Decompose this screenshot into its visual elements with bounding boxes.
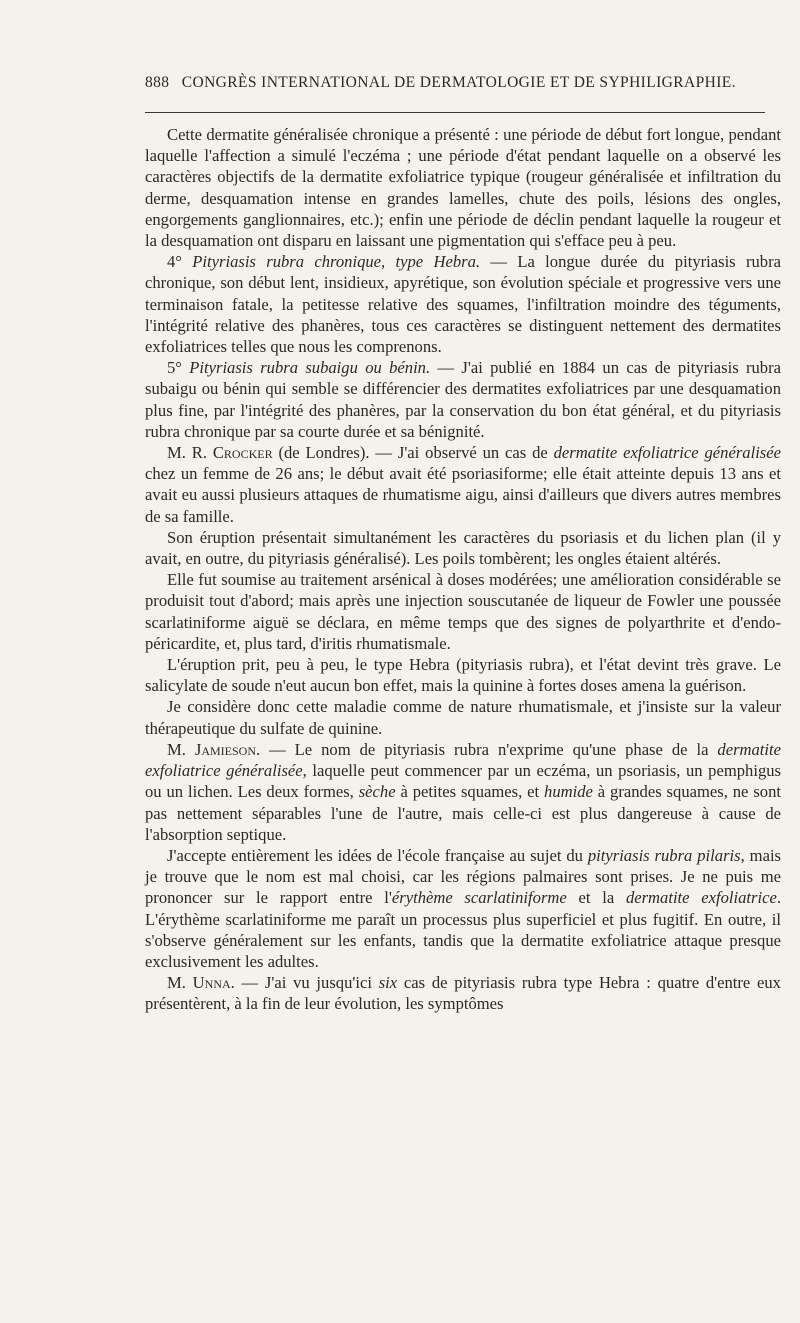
italic-text: Pityriasis rubra subaigu ou bénin. [189,358,431,378]
text-run: , laquelle peut commencer par un eczéma, un psoriasis, un pemphigus ou un lichen. Les deux formes, [145,761,781,802]
text-run: . — Le nom de pityriasis rubra n'exprime qu'une phase de la [256,739,718,759]
paragraph [145,654,781,696]
text-run: — La longue durée du pityriasis rubra chronique, son début lent, insidieux, apyrétique, son évolution spéciale et progressive vers une terminaison fatale, la petitesse relative des squames, l'infiltration moindre des téguments, l'intégrité relative des phanères, tous ces caractères se distinguent nettement des dermatites exfoliatrices telles que nous les comprenons. [145,252,781,357]
text-run: à grandes squames, ne sont pas nettement séparables l'une de l'autre, mais celle-ci est plus dangereuse à cause de l'absorption septique. [145,782,781,844]
speaker-name: Unna [192,973,231,993]
running-title: CONGRÈS INTERNATIONAL DE DERMATOLOGIE ET DE SYPHILIGRAPHIE. [181,74,736,91]
text-run: Je considère donc cette maladie comme de nature rhumatismale, et j'insiste sur la valeur thérapeutique du sulfate de quinine. [145,697,781,738]
text-run: J'accepte entièrement les idées de l'école française au sujet du [167,845,588,865]
page-number: 888 [145,74,170,91]
text-run: M. [167,739,195,759]
paragraph [145,251,781,357]
italic-text: érythème scarlatiniforme [391,888,567,908]
text-run: — J'ai publié en 1884 un cas de pityriasis rubra subaigu ou bénin qui semble se différencier des dermatites exfoliatrices par une desquamation plus fine, par l'intégrité des phanères, par la conservation du bon état général, et du pityriasis rubra chronique par sa courte durée et sa bénignité. [145,358,781,441]
italic-text: humide [544,782,593,802]
text-run: , mais je trouve que le nom est mal choisi, car les régions palmaires sont prises. Je ne puis me prononcer sur le rapport entre l' [145,845,782,908]
running-header [145,74,765,92]
italic-text: Pityriasis rubra chronique, type Hebra. [192,252,481,272]
text-run: (de Londres). — J'ai observé un cas de [272,443,554,463]
paragraph [145,696,781,738]
text-run: . L'érythème scarlatiniforme me paraît un processus plus superficiel et plus fugitif. En outre, il s'observe généralement sur les enfants, tandis que la dermatite exfoliatrice attaque presque exclusivement les adultes. [145,888,781,971]
text-run: M. [167,973,193,993]
paragraph [145,124,781,251]
body-text [145,124,781,1015]
italic-text: six [378,973,398,993]
speaker-name: Crocker [212,443,273,463]
text-run: 5° [167,358,190,378]
paragraph [145,527,781,569]
paragraph [145,739,781,845]
text-run: . — J'ai vu jusqu'ici [230,973,379,993]
paragraph [145,442,781,527]
italic-text: sèche [358,782,396,802]
text-run: Elle fut soumise au traitement arsénical à doses modérées; une amélioration considérable se produisit tout d'abord; mais après une injection souscutanée de liqueur de Fowler une poussée scarlatiniforme aiguë se déclara, en même temps que des signes de polyarthrite et d'endo-péricardite, et, plus tard, d'iritis rhumatismale. [145,570,781,653]
text-run: cas de pityriasis rubra type Hebra : quatre d'entre eux présentèrent, à la fin de leur évolution, les symptômes [145,973,781,1014]
text-run: 4° [167,252,193,272]
italic-text: dermatite exfoliatrice généralisée [553,443,781,463]
text-run: L'éruption prit, peu à peu, le type Hebra (pityriasis rubra), et l'état devint très grave. Le salicylate de soude n'eut aucun bon effet, mais la quinine à fortes doses amena la guérison. [145,655,781,696]
text-run: chez un femme de 26 ans; le début avait été psoriasiforme; elle était atteinte depuis 13 ans et avait eu aussi plusieurs attaques de rhumatisme aigu, ainsi d'ailleurs que divers autres membres de sa famille. [145,464,781,526]
speaker-name: Jamieson [194,739,257,759]
italic-text: pityriasis rubra pilaris [587,845,741,865]
header-rule [145,112,765,113]
italic-text: dermatite exfoliatrice [625,888,777,908]
text-run: à petites squames, et [395,782,545,802]
italic-text: dermatite exfoliatrice généralisée [145,739,782,781]
text-run: et la [566,888,626,908]
text-run: M. R. [167,443,213,463]
paragraph [145,845,781,972]
paragraph [145,972,781,1014]
paragraph [145,569,781,654]
text-run: Son éruption présentait simultanément les caractères du psoriasis et du lichen plan (il y avait, en outre, du pityriasis généralisé). Les poils tombèrent; les ongles étaient altérés. [145,527,781,569]
text-run: Cette dermatite généralisée chronique a présenté : une période de début fort longue, pendant laquelle l'affection a simulé l'eczéma ; une période d'état pendant laquelle on a observé les caractères objectifs de la dermatite exfoliatrice typique (rougeur généralisée et infiltration du derme, desquamation intense en grandes lamelles, chute des poils, lésions des ongles, engorgements ganglionnaires, etc.); enfin une période de déclin pendant laquelle la rougeur et la desquamation ont disparu en laissant une pigmentation qui s'efface peu à peu. [145,125,781,251]
paragraph [145,357,781,442]
